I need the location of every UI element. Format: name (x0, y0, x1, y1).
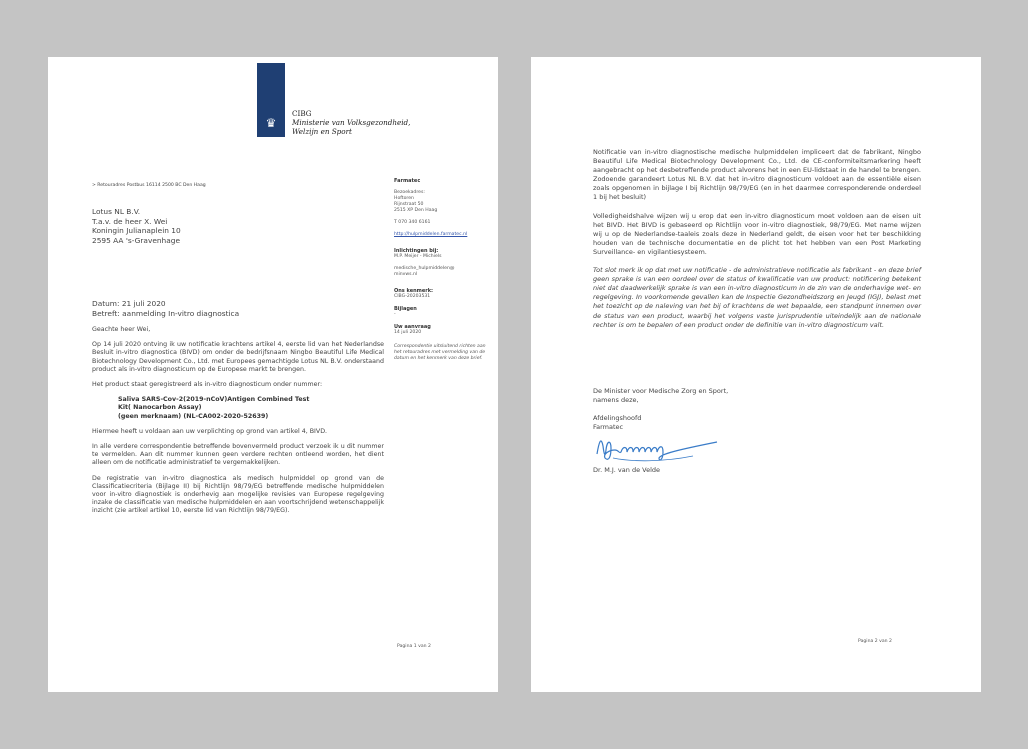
handwritten-signature-icon (593, 432, 723, 466)
rijksoverheid-logo-bar (257, 63, 285, 137)
recipient-line: Koningin Julianaplein 10 (92, 226, 181, 236)
product-line: (geen merknaam) (NL-CA002-2020-52639) (118, 412, 269, 420)
letter-body-page-1 (92, 326, 384, 523)
correspondence-note: Correspondentie uitsluitend richten aan het retouradres met vermelding van de datum en het kenmerk van deze brief. (394, 344, 486, 361)
paragraph: Het product staat geregistreerd als in-vitro diagnosticum onder nummer: (92, 381, 323, 389)
logo-ministry-1: Ministerie van Volksgezondheid, (292, 118, 411, 127)
page-number: Pagina 2 van 2 (858, 639, 892, 644)
paragraph: Notificatie van in-vitro diagnostische medische hulpmiddelen impliceert dat de fabrikant, Ningbo Beautiful Life Medical Biotechnology Development Co., Ltd. de CE-conformiteitsmarkering heeft aangebracht op het desbetreffende product alvorens het in een EU-lidstaat in de handel te brengen. Zodoende garandeert Lotus NL B.V. dat het in-vitro diagnosticum voldoet aan de essentiële eisen zoals opgenomen in bijlage I bij Richtlijn 98/79/EG (en in het daarmee corresponderende onderdeel 1 bij het besluit) (593, 148, 921, 202)
letter-meta (92, 299, 239, 318)
request-value: 14 juli 2020 (394, 330, 422, 335)
paragraph: Tot slot merk ik op dat met uw notificatie - de administratieve notificatie als fabrikant - en deze brief geen sprake is van een oordeel over de status of kwalificatie van uw product: notificering betekent niet dat daadwerkelijk sprake is van een in-vitro diagnosticum in de zin van de onderhavige wet- en regelgeving. In voorkomende gevallen kan de Inspectie Gezondheidszorg en Jeugd (IGJ), belast met het toezicht op de naleving van het bij of krachtens de wet bepaalde, een standpunt innemen over de status van een product, waarbij het volgens vaste jurisprudentie uiteindelijk aan de nationale rechter is om te bepalen of een product onder de definitie van in-vitro diagnosticum valt. (593, 266, 921, 329)
logo-text (292, 109, 410, 136)
sender-sidebar (394, 178, 490, 368)
info-email: medische_hulpmiddelen@ (394, 266, 455, 271)
paragraph: De registratie van in-vitro diagnostica als medisch hulpmiddel op grond van de Classificatiecriteria (Bijlage II) bij Richtlijn 98/79/EG betreffende medische hulpmiddelen voor in-vitro diagnostiek is onderhevig aan mogelijke revisies van Europese regelgeving inzake de classificatie van medische hulpmiddelen en aan voortschrijdend wetenschappelijk inzicht (zie artikel artikel 10, eerste lid van Richtlijn 98/79/EG). (92, 474, 384, 515)
attachments-label: Bijlagen (394, 306, 417, 312)
signature-block (593, 387, 728, 475)
signatory-dept: Farmatec (593, 423, 624, 432)
recipient-line: T.a.v. de heer X. Wei (92, 216, 168, 226)
attachments-value: - (394, 312, 396, 317)
info-label: Inlichtingen bij: (394, 248, 439, 254)
visit-label: Bezoekadres: (394, 190, 425, 195)
farmatec-link[interactable]: http://hulpmiddelen.farmatec.nl (394, 232, 468, 237)
paragraph: In alle verdere correspondentie betreffende bovenvermeld product verzoek ik u dit nummer te vermelden. Aan dit nummer kunnen geen verdere rechten ontleend worden, het dient alleen om de notificatie administratief te vergemakkelijken. (92, 443, 384, 467)
product-line: Kit( Nanocarbon Assay) (118, 404, 202, 412)
phone: T 070 340 6161 (394, 220, 431, 225)
paragraph: Op 14 juli 2020 ontving ik uw notificatie krachtens artikel 4, eerste lid van het Nederlandse Besluit in-vitro diagnostica (BIVD) om onder de bedrijfsnaam Ningbo Beautiful Life Medical Biotechnology Development Co., Ltd. met Europees gemachtigde Lotus NL B.V. onderstaand product als in-vitro diagnosticum op de Europese markt te brengen. (92, 341, 384, 373)
paragraph: Hiermee heeft u voldaan aan uw verplichting op grond van artikel 4, BIVD. (92, 427, 328, 435)
closing-line: De Minister voor Medische Zorg en Sport, (593, 387, 729, 395)
letter-body-page-2 (593, 148, 921, 339)
product-registration (92, 396, 384, 421)
letter-subject: Betreft: aanmelding In-vitro diagnostica (92, 308, 240, 318)
sidebar-dept: Farmatec (394, 178, 421, 184)
info-name: M.P. Meijer - Michiels (394, 254, 442, 259)
signatory-name: Dr. M.J. van de Velde (593, 466, 661, 475)
visit-line: Rijnstraat 50 (394, 202, 424, 207)
logo-org: CIBG (292, 109, 312, 118)
closing-line: namens deze, (593, 396, 639, 405)
request-label: Uw aanvraag (394, 324, 431, 330)
visit-line: 2515 XP Den Haag (394, 208, 438, 213)
reference-label: Ons kenmerk: (394, 288, 434, 294)
visit-line: Hoftoren (394, 196, 414, 201)
product-line: Saliva SARS-Cov-2(2019-nCoV)Antigen Combined Test (118, 396, 310, 404)
return-address: > Retouradres Postbus 16114 2500 BC Den Haag (92, 183, 206, 188)
reference-value: CIBG-20203531 (394, 294, 431, 299)
info-email-domain: minvws.nl (394, 272, 418, 277)
paragraph: Volledigheidshalve wijzen wij u erop dat een in-vitro diagnosticum moet voldoen aan de eisen uit het BIVD. Het BIVD is gebaseerd op Richtlijn voor in-vitro diagnostiek, 98/79/EG. Met name wijzen wij u op de Nederlandse-taaleis zoals deze in Nederland geldt, de eisen voor het ter beschikking houden van de technische documentatie en de plicht tot het hebben van een Post Marketing Surveillance- en vigilantiesysteem. (593, 211, 921, 256)
recipient-line: Lotus NL B.V. (92, 207, 141, 216)
coat-of-arms-icon: ♛ (265, 116, 277, 130)
letter-page-2 (531, 57, 981, 692)
recipient-line: 2595 AA 's-Gravenhage (92, 235, 180, 245)
recipient-address (92, 207, 181, 245)
signatory-title: Afdelingshoofd (593, 414, 642, 423)
salutation: Geachte heer Wei, (92, 326, 151, 333)
logo-ministry-2: Welzijn en Sport (292, 127, 352, 136)
page-number: Pagina 1 van 2 (397, 644, 431, 649)
letter-date: Datum: 21 juli 2020 (92, 299, 166, 308)
letter-page-1 (48, 57, 498, 692)
